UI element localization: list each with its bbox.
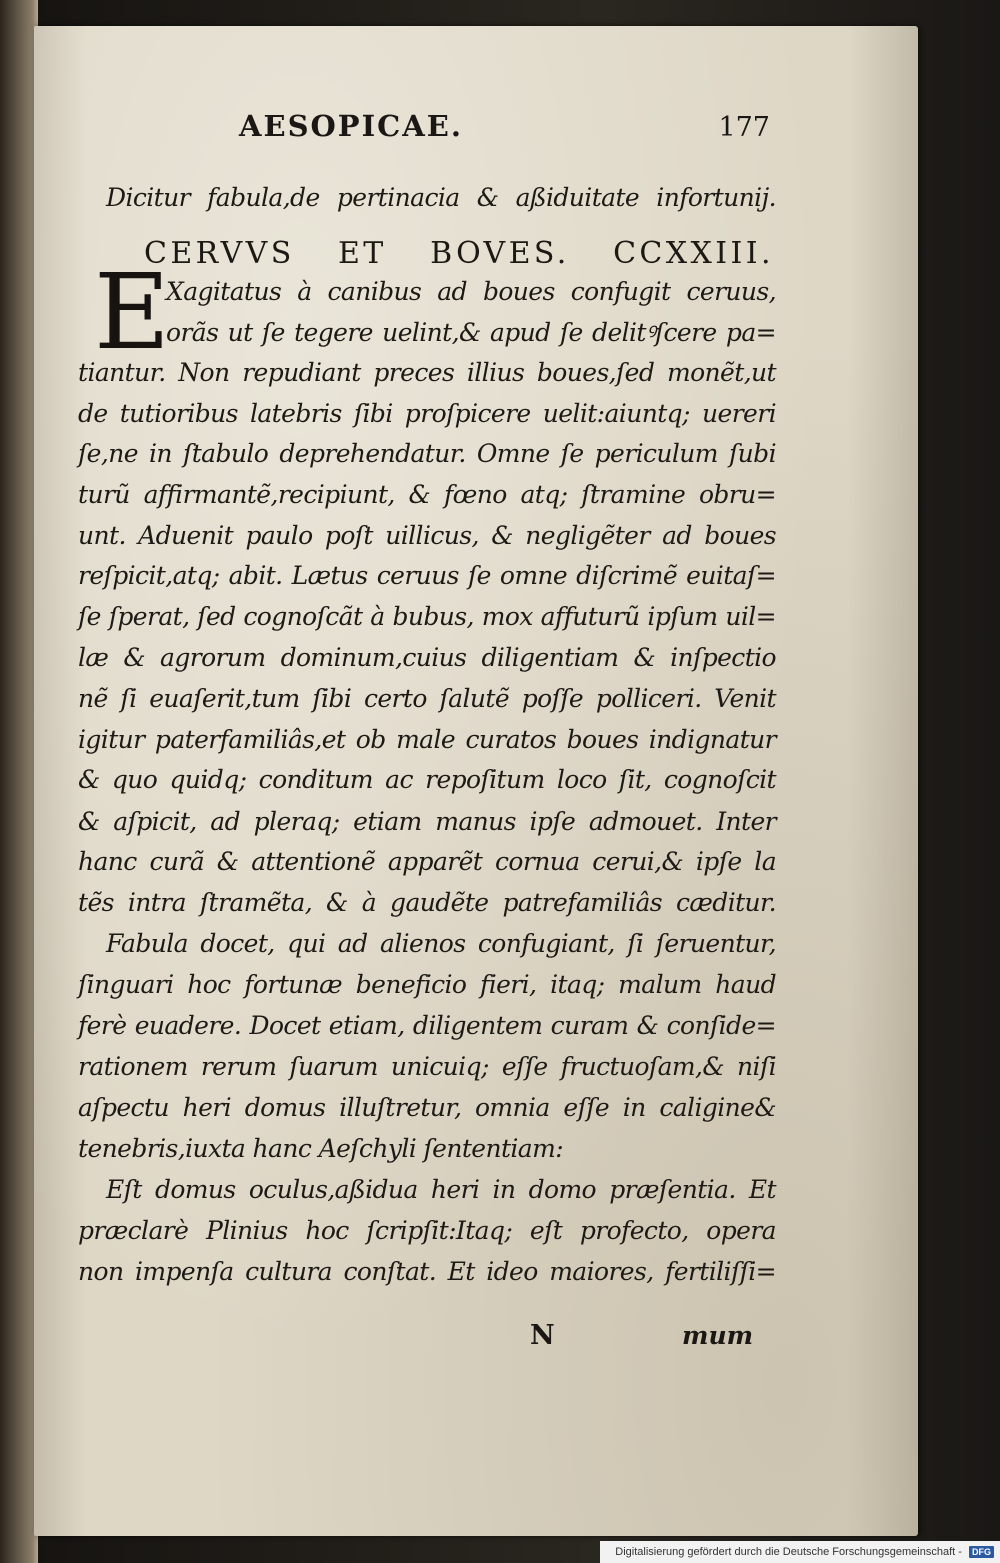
- drop-cap-initial: E: [94, 251, 170, 373]
- text-line: turũ affirmantẽ,recipiunt, & fœno atq; ſtramine obru=: [78, 480, 776, 509]
- catchword: mum: [682, 1321, 754, 1350]
- text-line: aſpectu heri domus illuſtretur, omnia eſſe in caligine&: [78, 1093, 776, 1122]
- text-line: læ & agrorum dominum,cuius diligentiam & inſpectio: [78, 643, 776, 672]
- dfg-logo-icon[interactable]: DFG: [969, 1546, 994, 1558]
- text-line: nẽ ſi euaſerit,tum ſibi certo ſalutẽ poſſe polliceri. Venit: [78, 684, 776, 713]
- text-line: ferè euadere. Docet etiam, diligentem curam & conſide=: [78, 1011, 776, 1040]
- digitization-footer: [600, 1541, 1000, 1563]
- fable-heading: CERVVS ET BOVES. CCXXIII.: [144, 236, 774, 271]
- text-line: non impenſa cultura conſtat. Et ideo maiores, fertiliſſi=: [78, 1257, 776, 1286]
- footer-text: Digitalisierung gefördert durch die Deutsche Forschungsgemeinschaft -: [615, 1546, 962, 1558]
- page-number: 177: [718, 112, 770, 143]
- text-line: orãs ut ſe tegere uelint,& apud ſe delitꝰſcere pa=: [166, 318, 776, 347]
- text-line: tenebris,iuxta hanc Aeſchyli ſententiam:: [78, 1134, 564, 1163]
- text-line: ſe ſperat, ſed cognoſcãt à bubus, mox affuturũ ipſum uil=: [78, 602, 776, 631]
- text-line: Fabula docet, qui ad alienos confugiant, ſi ſeruentur,: [106, 929, 776, 958]
- text-line: Xagitatus à canibus ad boues confugit ceruus,: [166, 277, 776, 306]
- text-line: rationem rerum ſuarum unicuiq; eſſe fructuoſam,& niſi: [78, 1052, 776, 1081]
- book-page: [34, 26, 918, 1536]
- text-line: & aſpicit, ad pleraq; etiam manus ipſe admouet. Inter: [78, 807, 776, 836]
- text-line: præclarè Plinius hoc ſcripſit:Itaq; eſt profecto, opera: [78, 1216, 776, 1245]
- text-line: & quo quidq; conditum ac repoſitum loco ſit, cognoſcit: [78, 765, 776, 794]
- text-line: Dicitur fabula,de pertinacia & aßiduitate infortunij.: [106, 183, 776, 212]
- running-title: AESOPICAE.: [239, 109, 463, 143]
- text-line: Eſt domus oculus,aßidua heri in domo præſentia. Et: [106, 1175, 776, 1204]
- text-line: tiantur. Non repudiant preces illius boues,ſed monẽt,ut: [78, 358, 776, 387]
- text-line: ſe,ne in ſtabulo deprehendatur. Omne ſe periculum ſubi: [78, 439, 776, 468]
- text-line: tẽs intra ſtramẽta, & à gaudẽte patrefamiliâs cæditur.: [78, 888, 776, 917]
- text-line: hanc curã & attentionẽ apparẽt cornua cerui,& ipſe la: [78, 847, 776, 876]
- text-line: reſpicit,atq; abit. Lætus ceruus ſe omne diſcrimẽ euitaſ=: [78, 561, 776, 590]
- text-line: unt. Aduenit paulo poſt uillicus, & negligẽter ad boues: [78, 521, 776, 550]
- text-line: de tutioribus latebris ſibi proſpicere uelit:aiuntq; uereri: [78, 399, 776, 428]
- text-line: ſinguari hoc fortunæ beneficio fieri, itaq; malum haud: [78, 970, 776, 999]
- book-left-edge: [0, 0, 38, 1563]
- text-line: igitur paterfamiliâs,et ob male curatos boues indignatur: [78, 725, 776, 754]
- signature-mark: N: [530, 1320, 555, 1351]
